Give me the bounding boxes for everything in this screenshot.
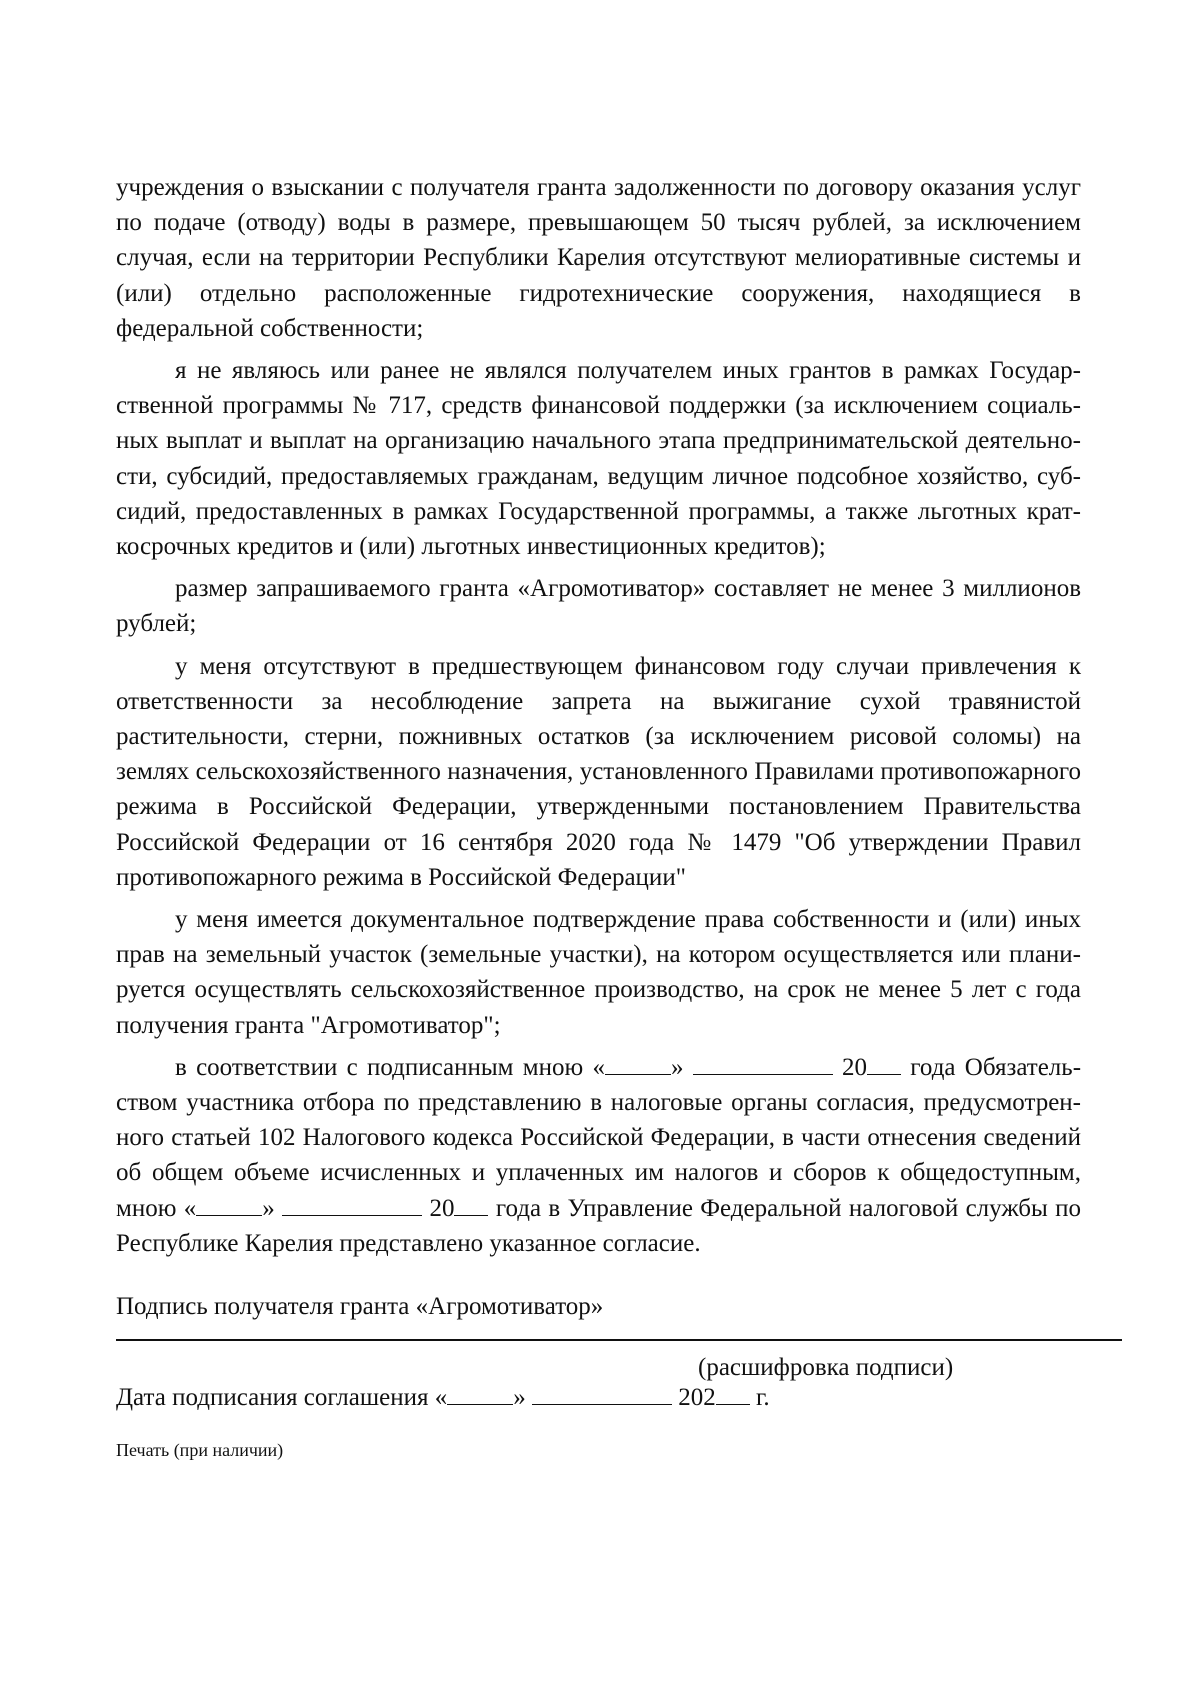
- tax-consent-text-1: в соответствии с подписанным мною «: [175, 1053, 605, 1081]
- paragraph-water-debt: учреждения о взыскании с получателя гранта задолженности по договору оказания услуг по подаче (отводу) воды в размере, превышающем 50 тысяч рублей, за исключением случая, если на территории Республики Карелия отсутствуют мелиоративные системы и (или) отдельно расположенные гидротехнические сооружения, находящиеся в федеральной собственности;: [116, 174, 1081, 342]
- tax-consent-text-2: года Обязательством участника отбора по представлению в налоговые органы согласия, предусмотренного статьей 102 Налогового кодекса Российской Федерации, в части отнесения сведений об общем объеме исчисленных и уплаченных им налогов и сборов к общедоступным, мною «: [116, 1053, 1082, 1222]
- paragraph-fire-safety: у меня отсутствуют в предшествующем финансовом году случаи привлечения к ответственности за несоблюдение запрета на выжигание сухой травянистой растительности, стерни, пожнивных остатков (за исключением рисовой соломы) на землях сельскохозяйственного назначения, установленного Правилами противопожарного режима в Российской Федерации, утвержденными постановлением Правительства Российской Федерации от 16 сентября 2020 года № 1479 "Об утверждении Правил противопожарного режима в Российской Федерации": [116, 652, 1081, 891]
- quote-close-2: »: [262, 1194, 275, 1222]
- signing-date-row: [116, 1381, 770, 1415]
- quote-close-1: »: [670, 1053, 684, 1081]
- paragraph-grant-size: размер запрашиваемого гранта «Агромотиватор» составляет не менее 3 миллионов рублей;: [116, 575, 1081, 638]
- day-blank-2: [196, 1193, 262, 1216]
- day-blank-1: [605, 1052, 671, 1075]
- month-blank-2: [282, 1193, 422, 1216]
- year-prefix-2: 20: [429, 1194, 455, 1222]
- year-blank-1: [867, 1052, 901, 1075]
- signing-day-blank: [447, 1382, 513, 1405]
- signature-caption: (расшифровка подписи): [698, 1354, 954, 1381]
- paragraph-land-rights: у меня имеется документальное подтверждение права собственности и (или) иных прав на земельный участок (земельные участки), на котором осуществляется или планируется осуществлять сельскохозяйственное производство, на срок не менее 5 лет с года получения гранта "Агромотиватор";: [116, 906, 1081, 1039]
- year-prefix-1: 20: [842, 1053, 868, 1081]
- signing-year-blank: [716, 1382, 750, 1405]
- signing-year-suffix: г.: [755, 1384, 770, 1411]
- body-text: [116, 170, 1081, 1261]
- signature-line: [116, 1339, 1122, 1341]
- signing-year-prefix: 202: [678, 1384, 716, 1411]
- signing-quote-close: »: [513, 1384, 526, 1411]
- tax-consent-text-3: года в Управление Федеральной налоговой службы по Республике Карелия представлено указанное согласие.: [116, 1194, 1082, 1257]
- stamp-note: Печать (при наличии): [116, 1440, 284, 1460]
- paragraph-tax-consent: [116, 1050, 1081, 1261]
- month-blank-1: [693, 1052, 833, 1075]
- signature-label: Подпись получателя гранта «Агромотиватор»: [116, 1293, 604, 1320]
- signing-date-label: Дата подписания соглашения «: [116, 1384, 448, 1411]
- paragraph-no-other-grants: я не являюсь или ранее не являлся получателем иных грантов в рамках Государственной программы № 717, средств финансовой поддержки (за исключением социальных выплат и выплат на организацию начального этапа предпринимательской деятельности, субсидий, предоставляемых гражданам, ведущим личное подсобное хозяйство, субсидий, предоставленных в рамках Государственной программы, а также льготных краткосрочных кредитов и (или) льготных инвестиционных кредитов);: [116, 357, 1081, 561]
- year-blank-2: [454, 1193, 488, 1216]
- signing-month-blank: [532, 1382, 672, 1405]
